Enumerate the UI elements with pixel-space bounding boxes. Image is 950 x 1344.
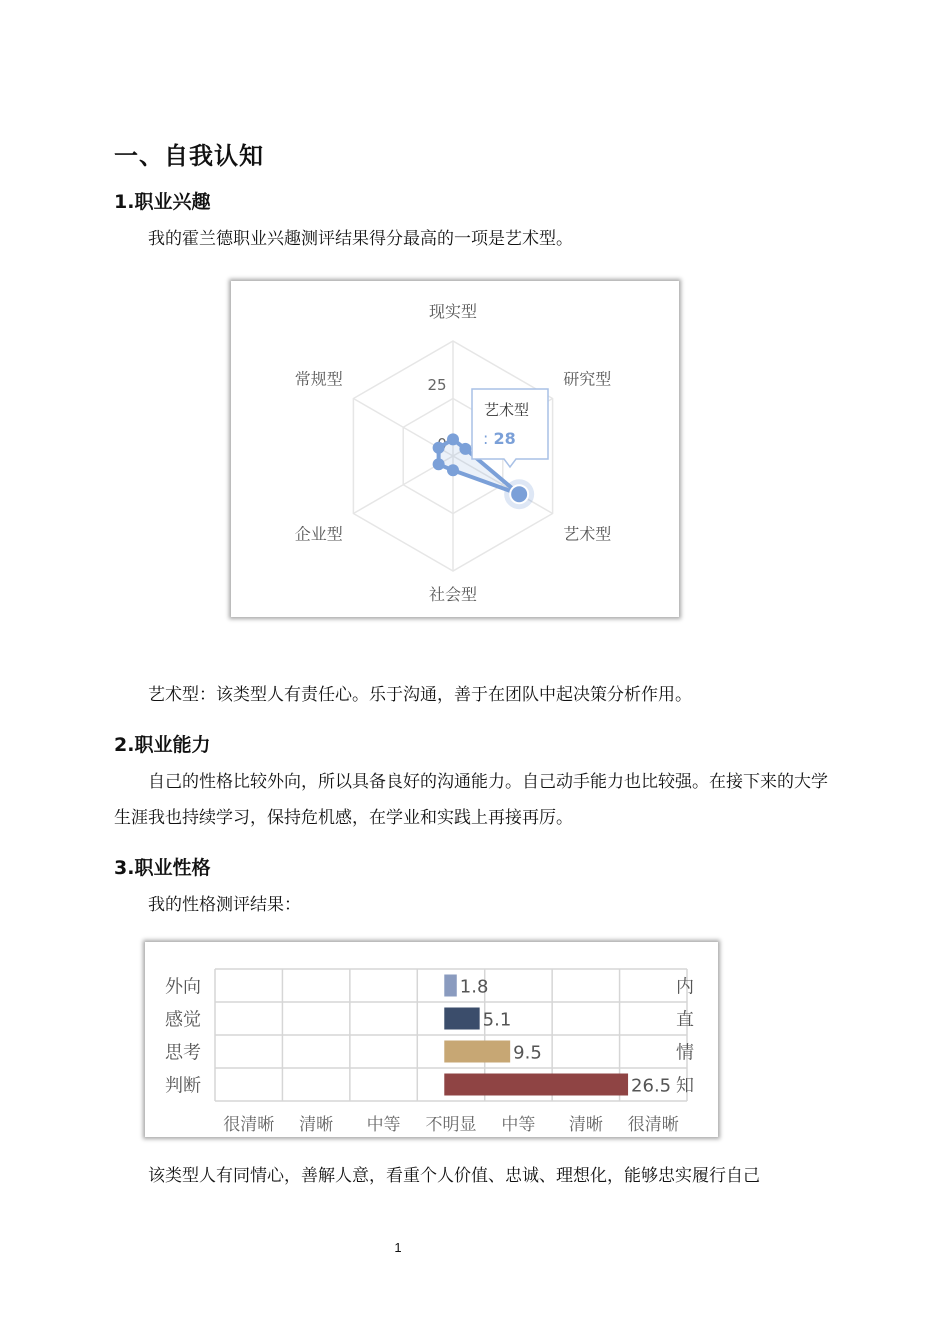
- bar-left-label: 感觉: [165, 1009, 201, 1031]
- radar-axis-label: 社会型: [428, 585, 478, 604]
- page-number: 1: [394, 1240, 402, 1255]
- section-title: 一、自我认知: [114, 142, 264, 170]
- bar: [444, 1074, 628, 1096]
- radar-data-point: [433, 458, 445, 470]
- interest-description: 艺术型：该类型人有责任心。乐于沟通，善于在团队中起决策分析作用。: [148, 685, 692, 705]
- interest-intro: 我的霍兰德职业兴趣测评结果得分最高的一项是艺术型。: [148, 229, 573, 249]
- bar-right-label: 内: [676, 976, 694, 998]
- radar-tooltip-value-line: [483, 429, 516, 448]
- personality-description: 该类型人有同情心，善解人意，看重个人价值、忠诚、理想化，能够忠实履行自己: [148, 1166, 760, 1186]
- bar-x-tick-label: 很清晰: [223, 1115, 275, 1135]
- bar-x-tick-label: 很清晰: [627, 1115, 679, 1135]
- heading-career-ability: 2.职业能力: [114, 734, 211, 756]
- radar-tooltip-prefix: :: [483, 429, 494, 448]
- bar-right-label: 情: [676, 1042, 694, 1064]
- radar-chart: [231, 281, 679, 617]
- bar-left-label: 思考: [165, 1042, 201, 1064]
- radar-axis-label: 企业型: [294, 524, 343, 544]
- heading-career-personality: 3.职业性格: [114, 857, 211, 879]
- radar-chart-figure: [231, 281, 679, 617]
- radar-tick-label: 25: [427, 376, 447, 394]
- bar-x-tick-label: 清晰: [299, 1115, 334, 1135]
- bar-value-label: 1.8: [459, 976, 489, 998]
- personality-bar-chart: [145, 942, 718, 1137]
- radar-data-point: [447, 464, 459, 476]
- bar-value-label: 9.5: [513, 1042, 542, 1064]
- radar-data-point: [510, 485, 528, 503]
- radar-axis-label: 现实型: [428, 302, 478, 321]
- radar-data-point: [433, 442, 445, 454]
- bar-x-tick-label: 中等: [366, 1115, 401, 1135]
- bar: [444, 1041, 510, 1063]
- ability-paragraph: 自己的性格比较外向，所以具备良好的沟通能力。自己动手能力也比较强。在接下来的大学生涯我也持续学习，保持危机感，在学业和实践上再接再厉。: [114, 772, 828, 828]
- bar-value-label: 5.1: [482, 1009, 512, 1031]
- bar: [444, 975, 456, 997]
- radar-axis-label: 常规型: [294, 369, 343, 389]
- radar-data-point: [447, 433, 459, 445]
- radar-tooltip-value: 28: [493, 429, 516, 448]
- radar-data-point: [459, 443, 471, 455]
- personality-intro: 我的性格测评结果：: [148, 895, 301, 915]
- bar-left-label: 判断: [165, 1075, 201, 1097]
- personality-chart-figure: [145, 942, 718, 1137]
- heading-career-interest: 1.职业兴趣: [114, 191, 211, 213]
- radar-axis-label: 艺术型: [563, 524, 612, 544]
- bar-left-label: 外向: [165, 976, 201, 998]
- radar-tooltip-label: 艺术型: [484, 401, 530, 419]
- bar-value-label: 26.5: [631, 1075, 672, 1097]
- bar-right-label: 知: [676, 1075, 694, 1097]
- bar-x-tick-label: 清晰: [568, 1115, 603, 1135]
- bar-x-tick-label: 不明显: [425, 1115, 477, 1135]
- bar-right-label: 直: [676, 1009, 694, 1031]
- bar-x-tick-label: 中等: [501, 1115, 536, 1135]
- radar-axis-label: 研究型: [563, 369, 612, 389]
- bar: [444, 1008, 479, 1030]
